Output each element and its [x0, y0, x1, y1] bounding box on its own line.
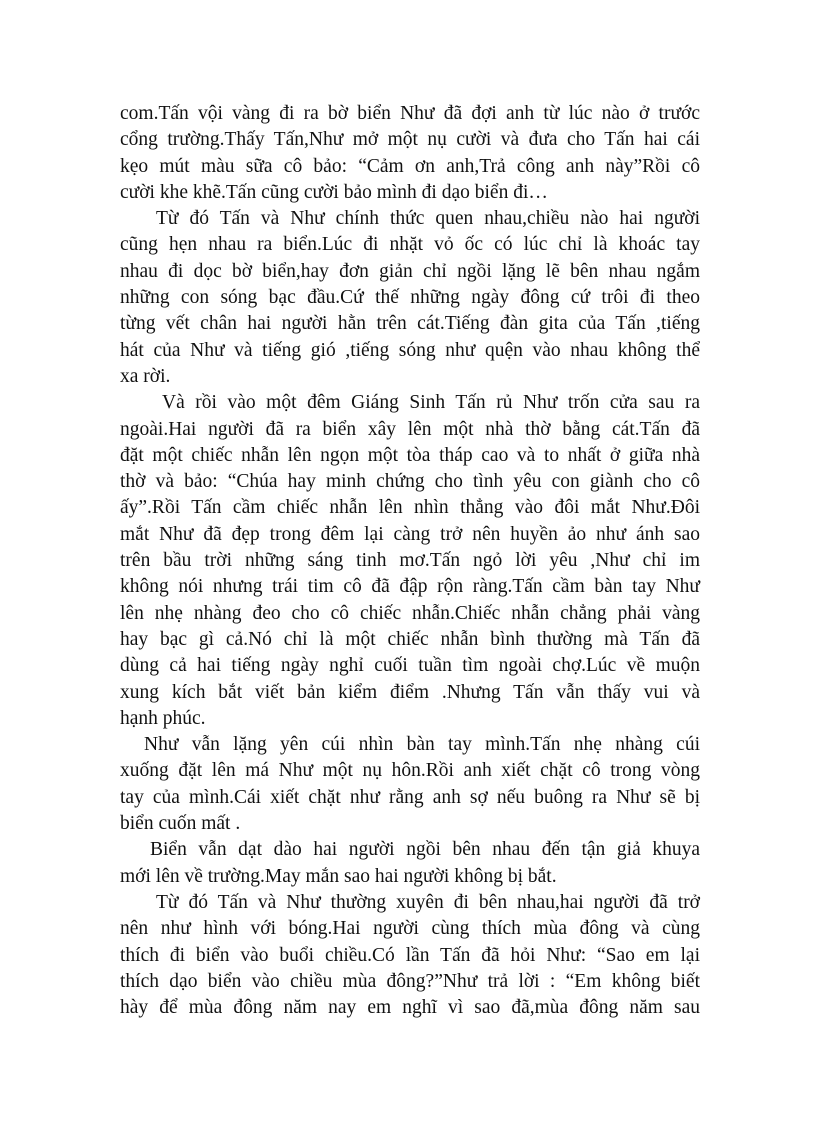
paragraph-2	[120, 206, 700, 390]
text-line: Như vẫn lặng yên cúi nhìn bàn tay mình.Tấn nhẹ nhàng cúi	[144, 734, 700, 756]
text-line: đặt một chiếc nhẫn lên ngọn một tòa tháp cao và to nhất ở giữa nhà	[120, 444, 700, 466]
text-line: cười khe khẽ.Tấn cũng cười bảo mình đi dạo biển đi…	[120, 181, 548, 203]
text-line: hay bạc gì cả.Nó chỉ là một chiếc nhẫn bình thường mà Tấn đã	[120, 628, 700, 650]
text-line: lên nhẹ nhàng đeo cho cô chiếc nhẫn.Chiếc nhẫn chẳng phải vàng	[120, 602, 700, 624]
text-line: tay của mình.Cái xiết chặt như rằng anh sợ nếu buông ra Như sẽ bị	[120, 786, 700, 808]
text-line: cũng hẹn nhau ra biển.Lúc đi nhặt vỏ ốc có lúc chỉ là khoác tay	[120, 234, 700, 256]
text-line: cổng trường.Thấy Tấn,Như mở một nụ cười và đưa cho Tấn hai cái	[120, 129, 700, 151]
text-line: kẹo mút màu sữa cô bảo: “Cảm ơn anh,Trả công anh này”Rồi cô	[120, 155, 700, 177]
text-line: mắt Như đã đẹp trong đêm lại càng trở nên huyền ảo như ánh sao	[120, 523, 700, 545]
text-line: ấy”.Rồi Tấn cầm chiếc nhẫn lên nhìn thẳng vào đôi mắt Như.Đôi	[120, 497, 700, 519]
text-line: xuống đặt lên má Như một nụ hôn.Rồi anh xiết chặt cô trong vòng	[120, 760, 700, 782]
text-line: thích đi biển vào buổi chiều.Có lần Tấn đã hỏi Như: “Sao em lại	[120, 944, 700, 966]
paragraph-6	[120, 890, 700, 1021]
text-line: com.Tấn vội vàng đi ra bờ biển Như đã đợi anh từ lúc nào ở trước	[120, 103, 700, 124]
text-line: nhau đi dọc bờ biển,hay đơn giản chỉ ngồi lặng lẽ bên nhau ngắm	[120, 260, 700, 282]
text-line: Từ đó Tấn và Như chính thức quen nhau,chiều nào hai người	[156, 208, 700, 230]
text-line: ngoài.Hai người đã ra biển xây lên một nhà thờ bằng cát.Tấn đã	[120, 418, 700, 440]
text-line: mới lên về trường.May mắn sao hai người không bị bắt.	[120, 865, 557, 887]
paragraph-1	[120, 101, 700, 206]
document-body	[120, 101, 700, 1021]
paragraph-5	[120, 837, 700, 890]
paragraph-4	[120, 732, 700, 837]
text-line: xung kích bắt viết bản kiểm điểm .Nhưng Tấn vẫn thấy vui và	[120, 681, 700, 703]
text-line: không nói nhưng trái tim cô đã đập rộn ràng.Tấn cầm bàn tay Như	[120, 576, 700, 598]
text-line: xa rời.	[120, 365, 171, 387]
text-line: hạnh phúc.	[120, 707, 206, 729]
text-line: thích dạo biển vào chiều mùa đông?”Như trả lời : “Em không biết	[120, 970, 700, 992]
text-line: dùng cả hai tiếng ngày nghỉ cuối tuần tìm ngoài chợ.Lúc về muộn	[120, 655, 700, 677]
text-line: Từ đó Tấn và Như thường xuyên đi bên nhau,hai người đã trở	[156, 891, 700, 913]
text-line: trên bầu trời những sáng tinh mơ.Tấn ngỏ lời yêu ,Như chỉ im	[120, 550, 700, 572]
text-line: nên như hình với bóng.Hai người cùng thích mùa đông và cùng	[120, 918, 700, 940]
paragraph-3	[120, 390, 700, 732]
text-line: hày để mùa đông năm nay em nghĩ vì sao đã,mùa đông năm sau	[120, 997, 700, 1019]
text-line: biển cuốn mất .	[120, 813, 241, 835]
text-line: Và rồi vào một đêm Giáng Sinh Tấn rủ Như trốn cửa sau ra	[162, 392, 700, 414]
text-line: những con sóng bạc đầu.Cứ thế những ngày đông cứ trôi đi theo	[120, 287, 700, 309]
text-line: Biển vẫn dạt dào hai người ngồi bên nhau đến tận giả khuya	[150, 839, 700, 861]
text-line: thờ và bảo: “Chúa hay minh chứng cho tình yêu con giành cho cô	[120, 471, 700, 493]
text-line: hát của Như và tiếng gió ,tiếng sóng như quện vào nhau không thể	[120, 339, 700, 361]
text-line: từng vết chân hai người hằn trên cát.Tiếng đàn gita của Tấn ,tiếng	[120, 313, 700, 335]
